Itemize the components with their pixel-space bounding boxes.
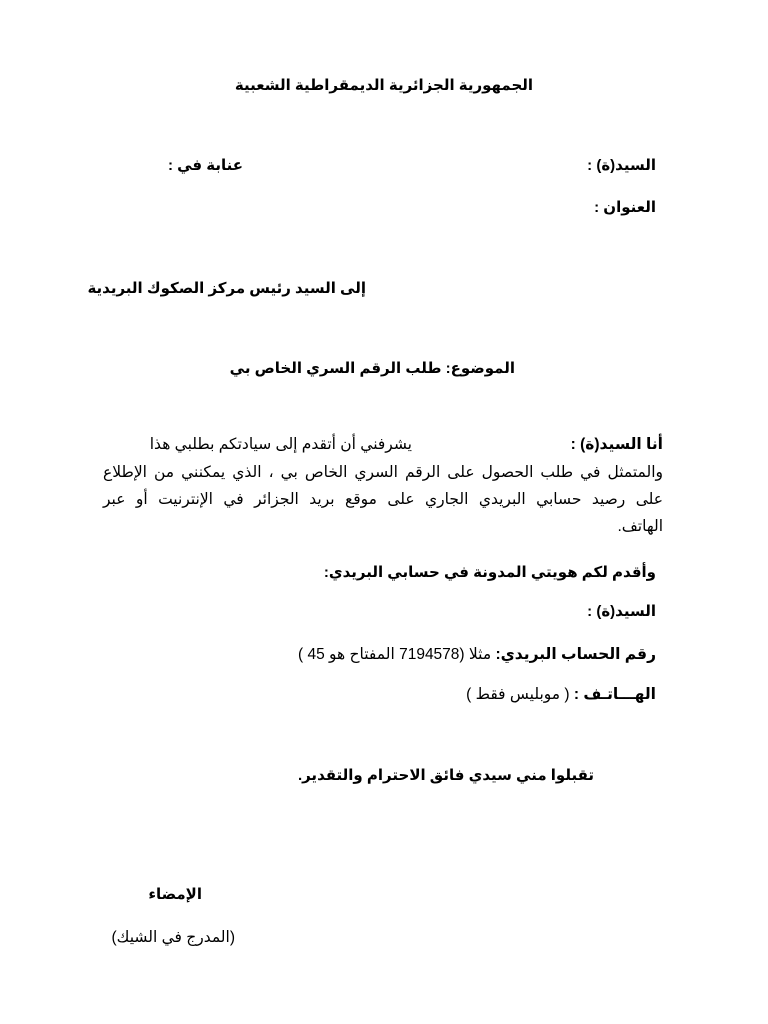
account-label: رقم الحساب البريدي: [495, 646, 656, 663]
body-line-4: الهاتف. [617, 518, 663, 535]
body-intro-line [150, 435, 663, 454]
body-line-3: على رصيد حسابي البريدي الجاري على موقع بريد الجزائر في الإنترنيت أو عبر [103, 491, 663, 508]
intro-label: أنا السيد(ة) : [570, 436, 663, 453]
closing-line: تقبلوا مني سيدي فائق الاحترام والتقدير. [297, 767, 594, 784]
body-line-2: والمتمثل في طلب الحصول على الرقم السري الخاص بي ، الذي يمكنني من الإطلاع [103, 464, 663, 481]
account-number-line [298, 645, 656, 664]
place-date-label: عنابة في : [167, 157, 243, 174]
signature-note: (المدرج في الشيك) [111, 929, 235, 946]
sender-address-label: العنوان : [594, 199, 656, 216]
identity-name-label: السيد(ة) : [587, 603, 656, 620]
phone-note: ( موبليس فقط ) [466, 686, 570, 703]
republic-header: الجمهورية الجزائرية الديمقراطية الشعبية [234, 77, 534, 94]
identity-heading: وأقدم لكم هويتي المدونة في حسابي البريدي: [323, 564, 656, 581]
sender-name-label: السيد(ة) : [587, 157, 656, 174]
phone-line [466, 685, 656, 704]
subject-line: الموضوع: طلب الرقم السري الخاص بي [229, 360, 515, 377]
signature-label: الإمضاء [148, 886, 202, 903]
phone-label: الهـــاتـف : [573, 686, 656, 703]
recipient-line: إلى السيد رئيس مركز الصكوك البريدية [87, 280, 366, 297]
body-paragraph [103, 459, 663, 540]
intro-rest: يشرفني أن أتقدم إلى سيادتكم بطلبي هذا [149, 436, 412, 453]
account-example: مثلا (7194578 المفتاح هو 45 ) [298, 646, 492, 663]
